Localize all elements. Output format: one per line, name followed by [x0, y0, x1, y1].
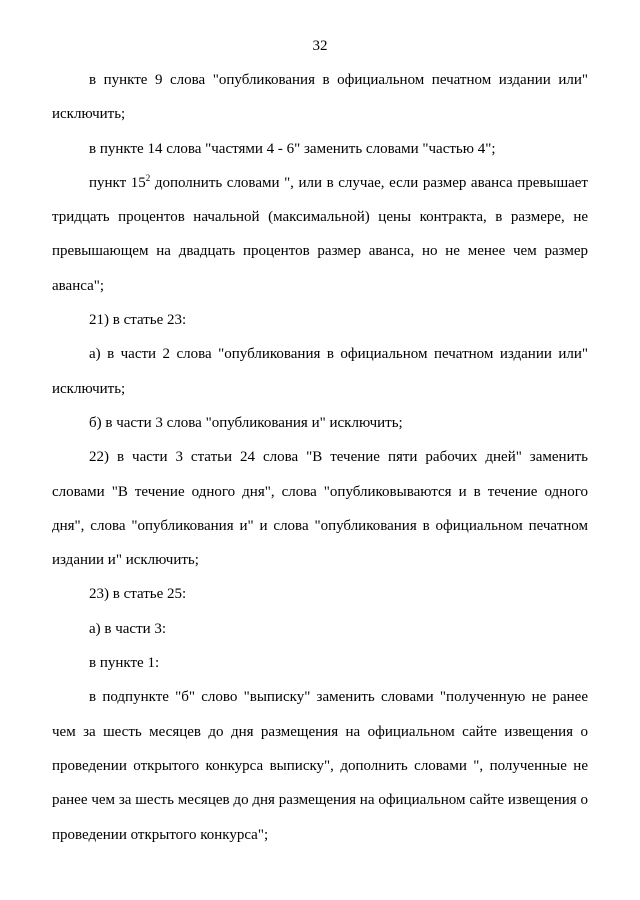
superscript: 2 — [145, 172, 151, 183]
paragraph: а) в части 2 слова "опубликования в официальном печатном издании или" исключить; — [52, 346, 588, 397]
paragraph: 23) в статье 25: — [89, 586, 187, 603]
paragraph: б) в части 3 слова "опубликования и" исключить; — [89, 414, 403, 431]
paragraph: в пункте 9 слова "опубликования в официальном печатном издании или" исключить; — [52, 72, 588, 123]
body-text — [52, 63, 588, 852]
page-number: 32 — [312, 38, 328, 54]
paragraph: в пункте 1: — [89, 655, 160, 672]
paragraph-text-end: дополнить словами ", или в случае, если размер аванса превышает тридцать процентов начальной (максимальной) цены контракта, в размере, не превышающем на двадцать процентов размер аванса, но не менее чем размер аванса"; — [52, 174, 588, 294]
paragraph: в подпункте "б" слово "выписку" заменить словами "полученную не ранее чем за шесть месяцев до дня размещения на официальном сайте извещения о проведении открытого конкурса выписку", дополнить словами ", полученные не ранее чем за шесть месяцев до дня размещения на официальном сайте извещения о проведении открытого конкурса"; — [52, 689, 588, 843]
paragraph-text-start: пункт 15 — [89, 174, 146, 191]
paragraph — [52, 166, 588, 303]
paragraph: 21) в статье 23: — [89, 312, 187, 329]
paragraph: 22) в части 3 статьи 24 слова "В течение пяти рабочих дней" заменить словами "В течение одного дня", слова "опубликовываются и в течение одного дня", слова "опубликования и" и слова "опубликования в официальном печатном издании и" исключить; — [52, 449, 588, 569]
paragraph: а) в части 3: — [89, 620, 167, 637]
paragraph: в пункте 14 слова "частями 4 - 6" заменить словами "частью 4"; — [89, 140, 496, 157]
